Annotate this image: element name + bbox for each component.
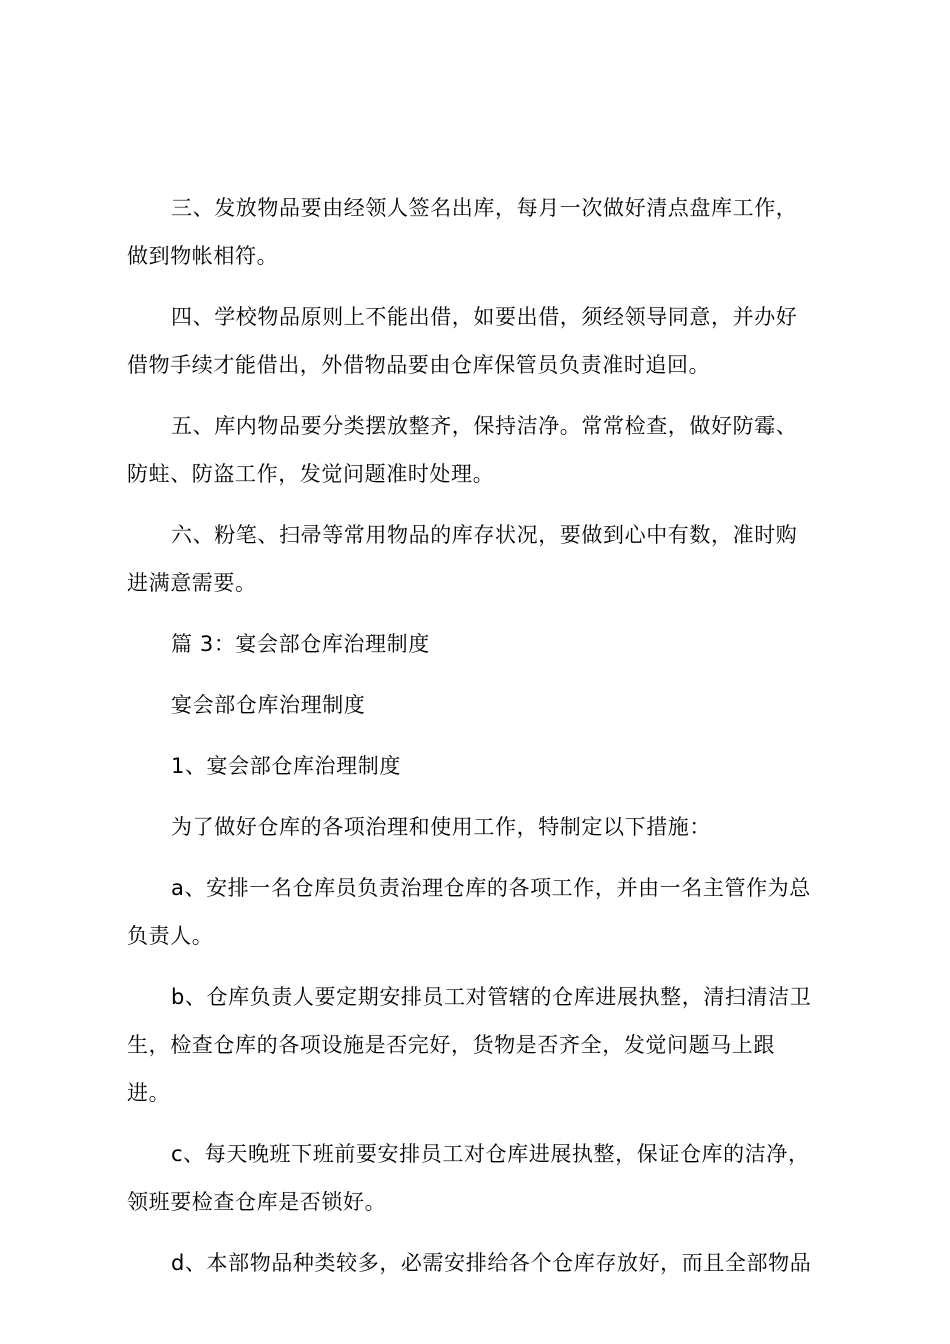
item-d [127,1239,833,1287]
intro-text: 为了做好仓库的各项治理和使用工作，特制定以下措施： [171,815,711,839]
paragraph-line: 防蛀、防盗工作，发觉问题准时处理。 [127,462,495,486]
item-1-text: 1、宴会部仓库治理制度 [171,754,401,778]
section-heading [127,620,833,668]
paragraph-line: 负责人。 [127,924,214,948]
document-body [127,184,833,1287]
item-c [127,1130,833,1226]
document-title [127,681,833,729]
paragraph-line: 五、库内物品要分类摆放整齐，保持洁净。常常检查，做好防霉、 [171,414,798,438]
paragraph-line: 生，检查仓库的各项设施是否完好，货物是否齐全，发觉问题马上跟 [127,1033,775,1057]
paragraph-line: 进。 [127,1081,171,1105]
document-title-text: 宴会部仓库治理制度 [171,693,366,717]
paragraph-line: 领班要检查仓库是否锁好。 [127,1190,387,1214]
paragraph-line: 三、发放物品要由经领人签名出库，每月一次做好清点盘库工作， [171,196,798,220]
paragraph-rule-6 [127,511,833,607]
intro-paragraph [127,803,833,851]
paragraph-line: 六、粉笔、扫帚等常用物品的库存状况，要做到心中有数，准时购 [171,523,798,547]
paragraph-line: 借物手续才能借出，外借物品要由仓库保管员负责准时追回。 [127,353,711,377]
paragraph-line: 做到物帐相符。 [127,244,279,268]
paragraph-line: d、本部物品种类较多，必需安排给各个仓库存放好，而且全部物品 [171,1251,812,1275]
section-heading-text: 篇 3：宴会部仓库治理制度 [171,632,430,656]
paragraph-rule-3 [127,184,833,280]
paragraph-line: b、仓库负责人要定期安排员工对管辖的仓库进展执整，清扫清洁卫 [171,985,812,1009]
paragraph-rule-4 [127,293,833,389]
item-b [127,973,833,1117]
item-1 [127,742,833,790]
item-a [127,864,833,960]
paragraph-rule-5 [127,402,833,498]
paragraph-line: a、安排一名仓库员负责治理仓库的各项工作，并由一名主管作为总 [171,876,811,900]
paragraph-line: 四、学校物品原则上不能出借，如要出借，须经领导同意，并办好 [171,305,798,329]
paragraph-line: 进满意需要。 [127,571,257,595]
paragraph-line: c、每天晚班下班前要安排员工对仓库进展执整，保证仓库的洁净， [171,1142,810,1166]
